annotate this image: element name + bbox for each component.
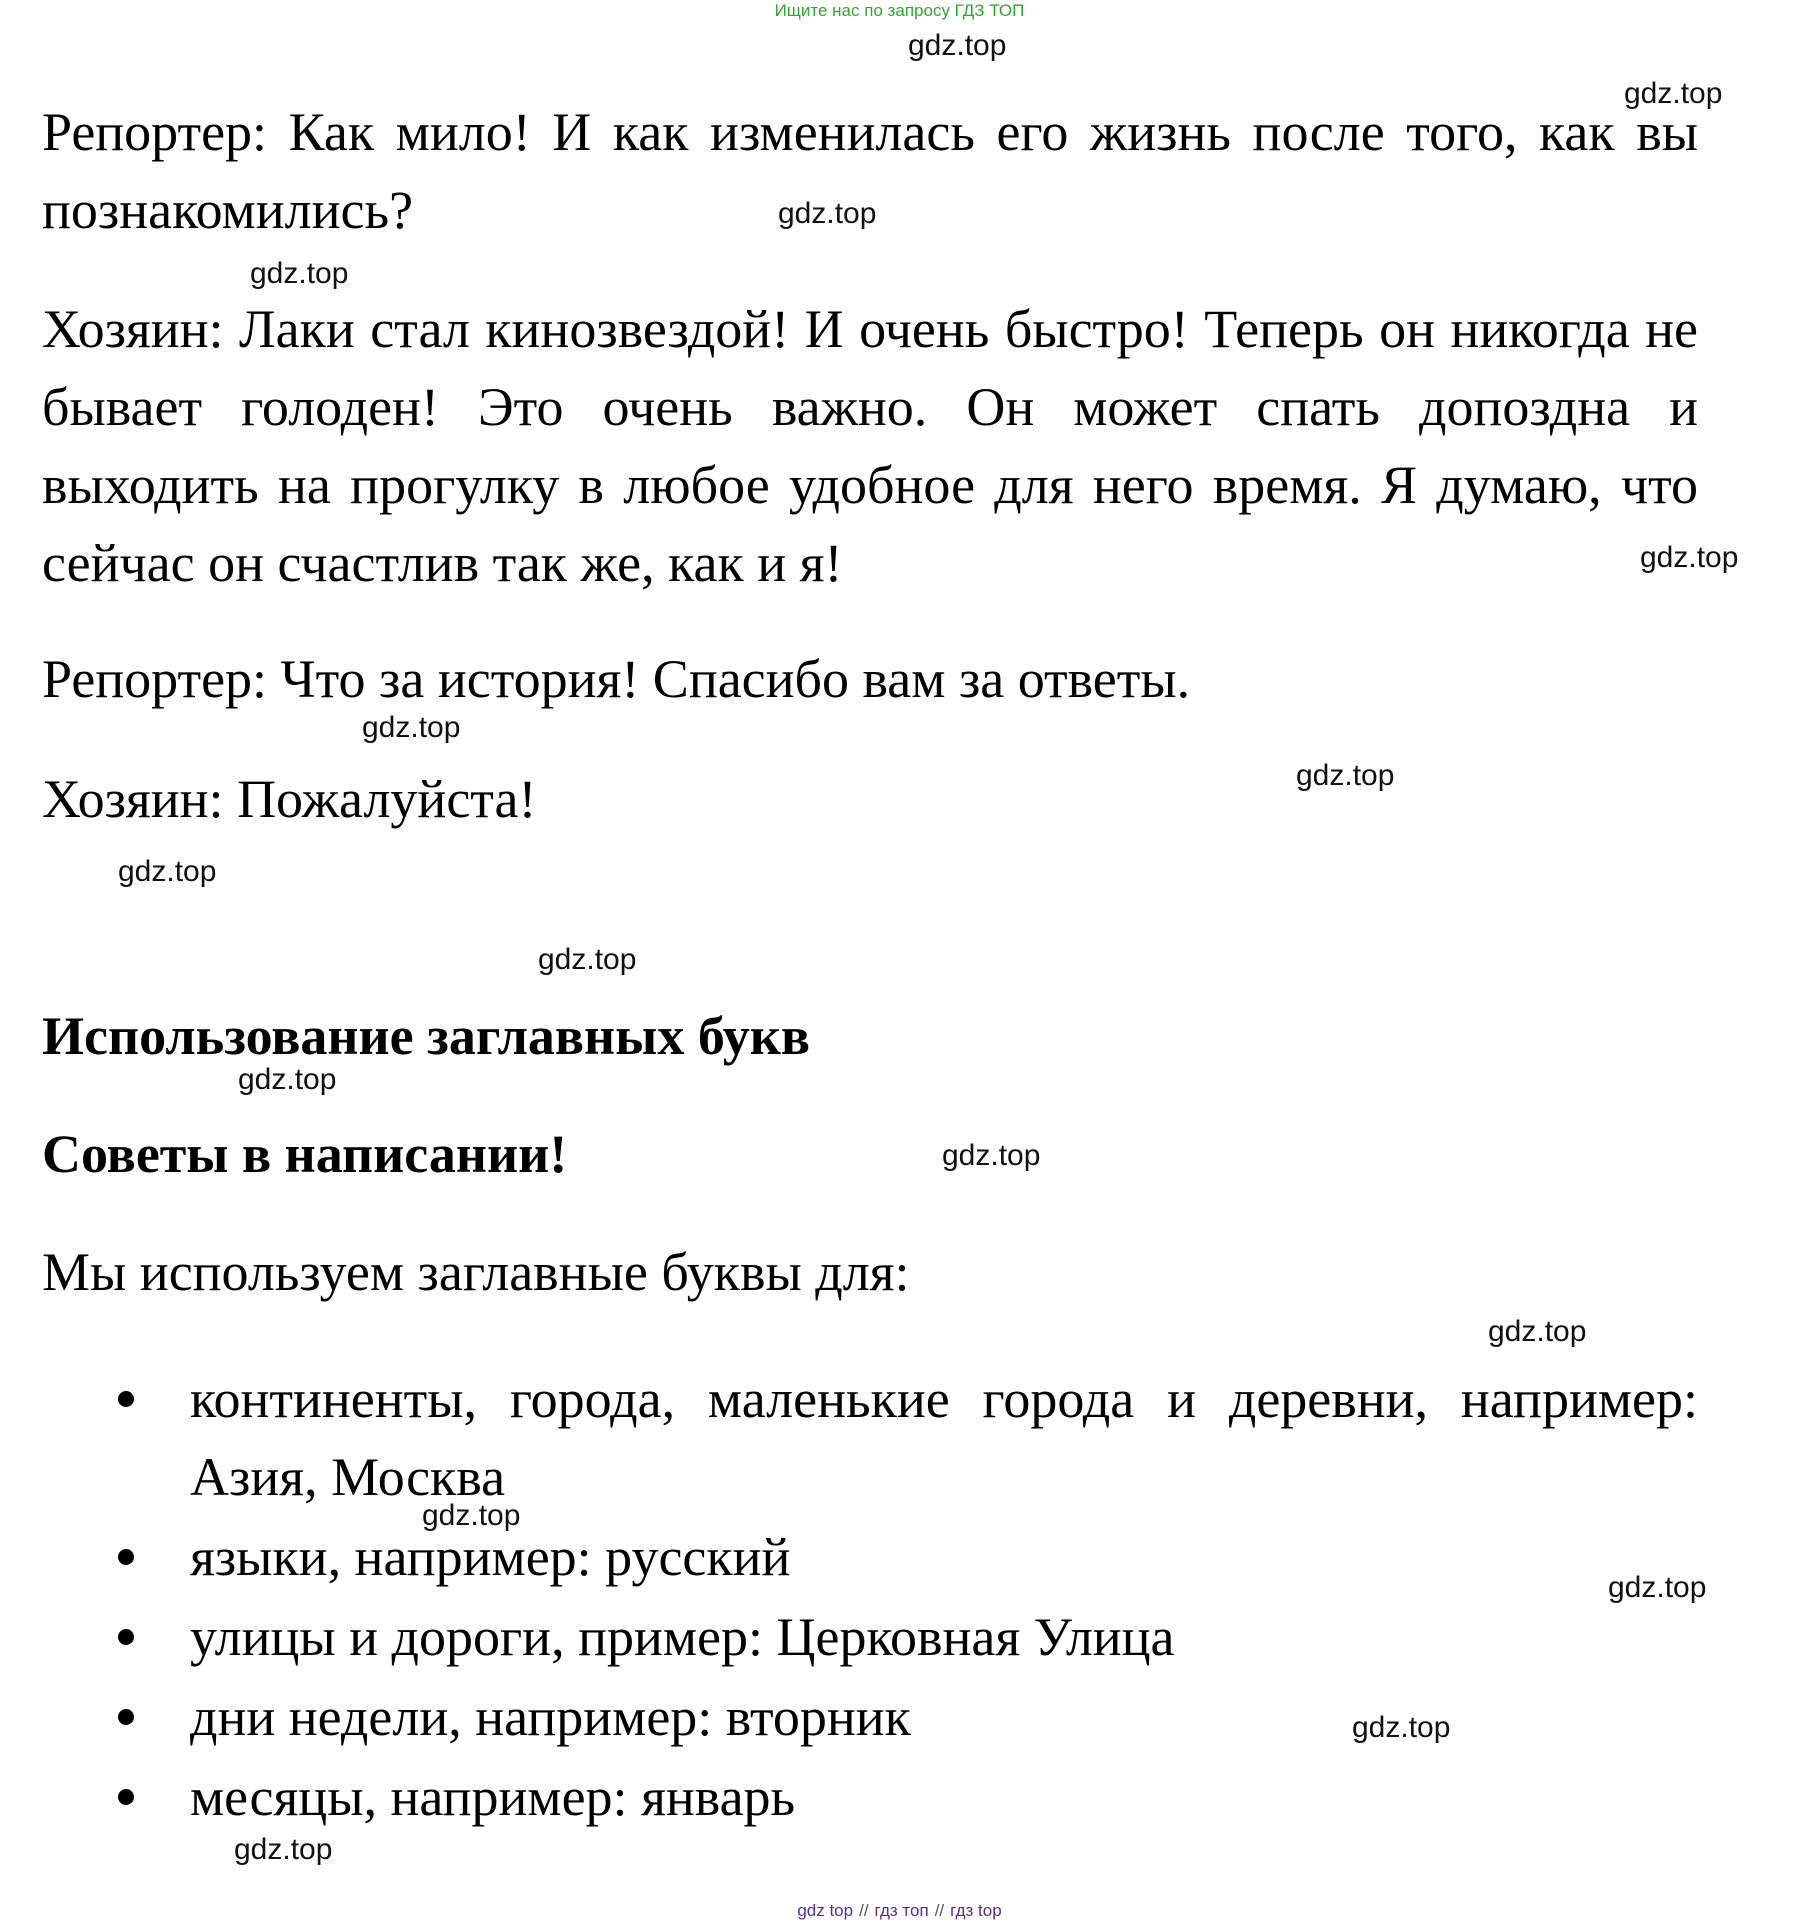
watermark: gdz.top <box>1624 77 1723 110</box>
watermark: gdz.top <box>538 943 637 976</box>
section-intro: Мы используем заглавные буквы для: <box>42 1242 910 1302</box>
footer <box>0 1900 1799 1922</box>
watermark: gdz.top <box>908 29 1007 62</box>
footer-link[interactable]: гдз топ <box>874 1901 929 1920</box>
bullet-icon <box>118 1391 134 1407</box>
watermark: gdz.top <box>422 1499 521 1532</box>
watermark: gdz.top <box>1488 1315 1587 1348</box>
capitals-list <box>110 1360 1698 1838</box>
bullet-icon <box>118 1549 134 1565</box>
list-item-text: месяцы, например: январь <box>190 1767 796 1827</box>
list-item <box>110 1678 1698 1756</box>
list-item <box>110 1518 1698 1596</box>
watermark: gdz.top <box>1352 1711 1451 1744</box>
dialogue-owner-2: Хозяин: Пожалуйста! <box>42 769 537 829</box>
list-item-text: языки, например: русский <box>190 1527 791 1587</box>
watermark: gdz.top <box>942 1139 1041 1172</box>
list-item-text: дни недели, например: вторник <box>190 1687 911 1747</box>
top-banner: Ищите нас по запросу ГДЗ ТОП <box>774 1 1025 20</box>
section-subheading: Советы в написании! <box>42 1124 568 1184</box>
watermark: gdz.top <box>1296 759 1395 792</box>
bullet-icon <box>118 1629 134 1645</box>
section-heading: Использование заглавных букв <box>42 1006 811 1066</box>
list-item-text: континенты, города, маленькие города и деревни, например: Азия, Москва <box>190 1369 1698 1507</box>
watermark: gdz.top <box>362 711 461 744</box>
watermark: gdz.top <box>234 1833 333 1866</box>
list-item <box>110 1360 1698 1516</box>
watermark: gdz.top <box>118 855 217 888</box>
watermark: gdz.top <box>238 1063 337 1096</box>
list-item-text: улицы и дороги, пример: Церковная Улица <box>190 1607 1175 1667</box>
watermark: gdz.top <box>1608 1571 1707 1604</box>
bullet-icon <box>118 1709 134 1725</box>
dialogue-owner-1: Хозяин: Лаки стал кинозвездой! И очень быстро! Теперь он никогда не бывает голоден! Это очень важно. Он может спать допоздна и выходить на прогулку в любое удобное для него время. Я думаю, что сейчас он счастлив так же, как и я! <box>42 299 1698 593</box>
bullet-icon <box>118 1789 134 1805</box>
list-item <box>110 1598 1698 1676</box>
footer-separator: // <box>934 1901 945 1920</box>
watermark: gdz.top <box>778 197 877 230</box>
list-item <box>110 1758 1698 1836</box>
watermark: gdz.top <box>1640 541 1739 574</box>
footer-link[interactable]: gdz top <box>797 1901 854 1920</box>
dialogue-reporter-2: Репортер: Что за история! Спасибо вам за ответы. <box>42 649 1191 709</box>
footer-link[interactable]: гдз top <box>950 1901 1002 1920</box>
dialogue-reporter-1: Репортер: Как мило! И как изменилась его жизнь после того, как вы познакомились? <box>42 102 1698 240</box>
footer-separator: // <box>859 1901 869 1920</box>
watermark: gdz.top <box>250 257 349 290</box>
